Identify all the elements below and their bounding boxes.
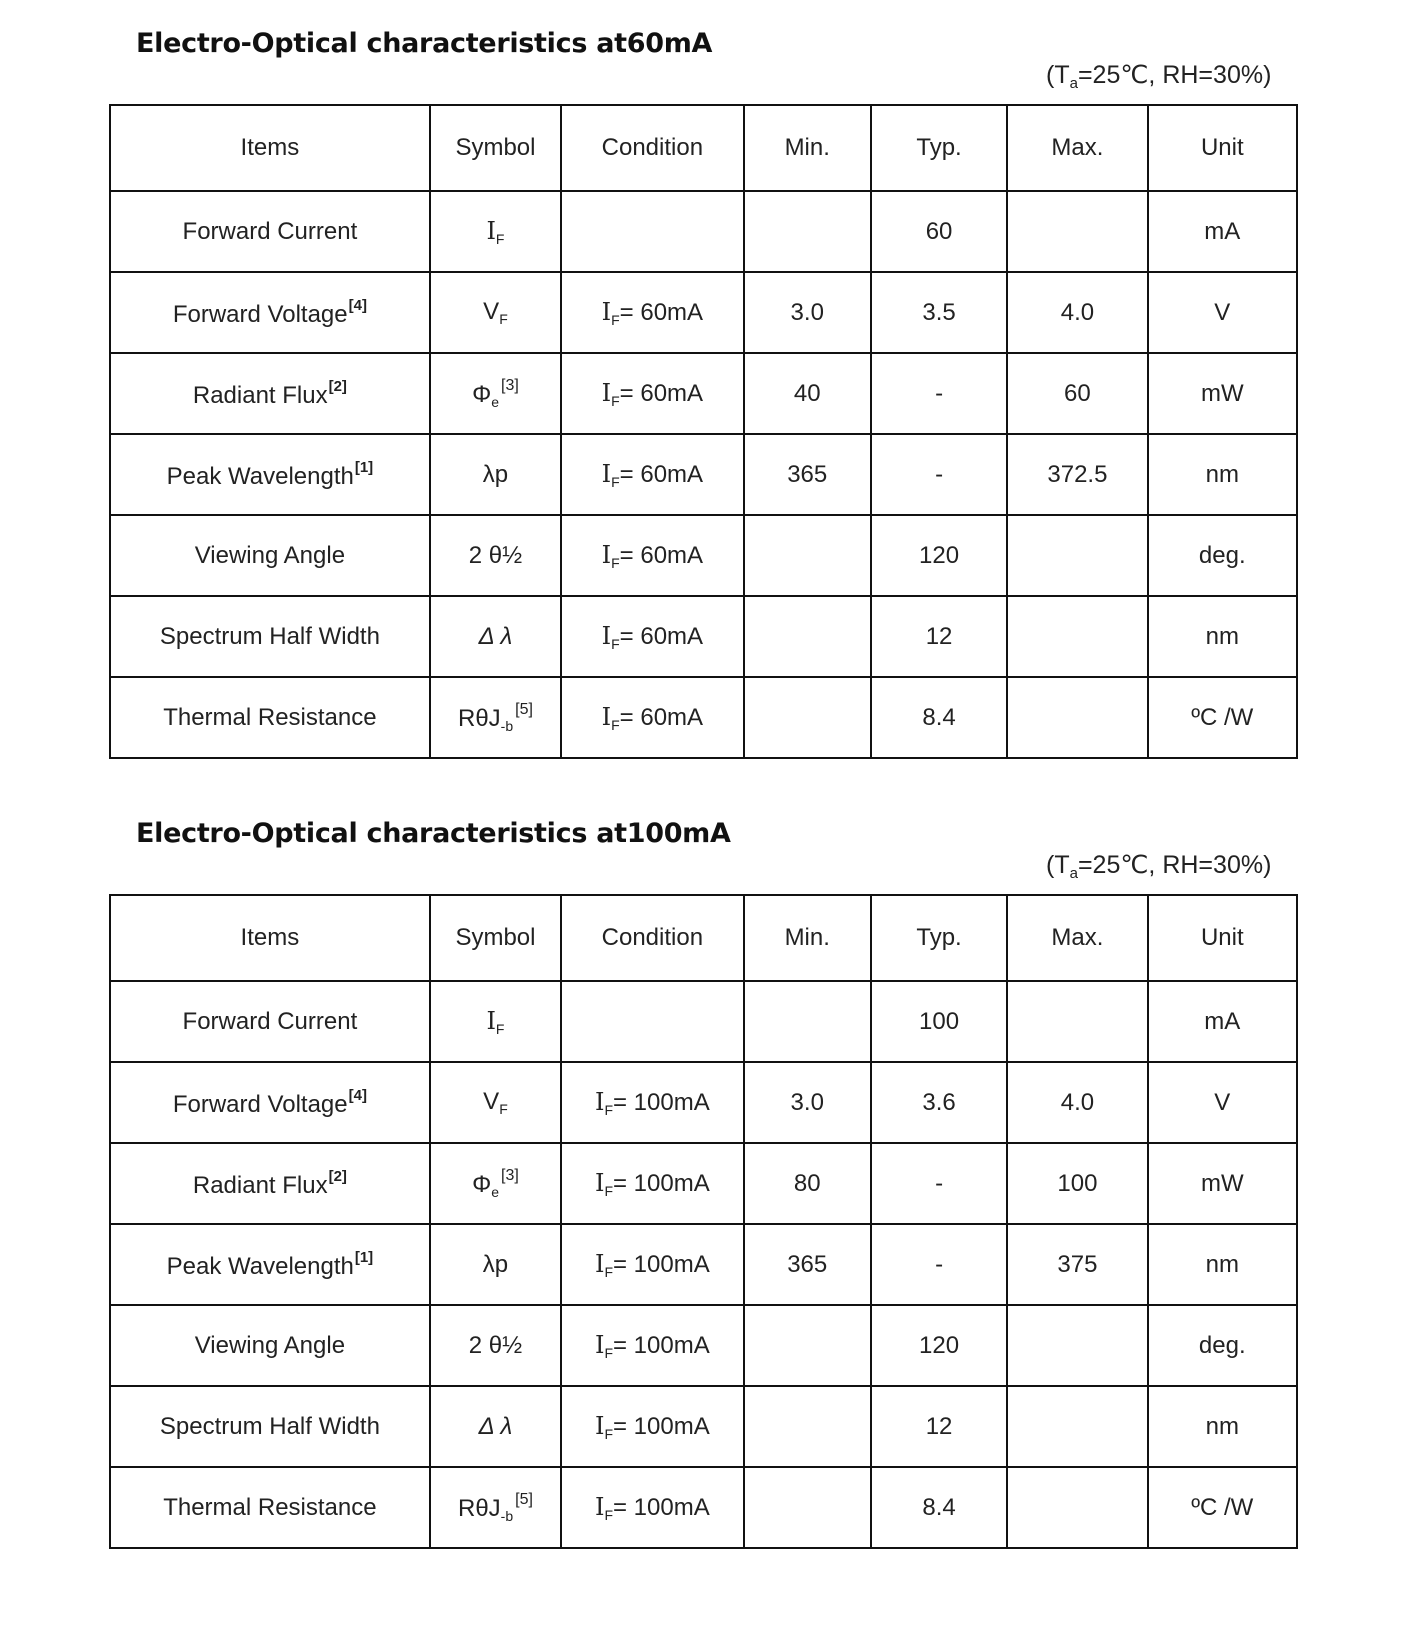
symbol-footnote: [3] bbox=[501, 1167, 519, 1184]
symbol-main: Δ λ bbox=[478, 622, 513, 650]
condition-cell bbox=[561, 1224, 743, 1305]
section-title: Electro-Optical characteristics at100mA bbox=[136, 818, 731, 849]
condition-subscript: F bbox=[604, 1506, 613, 1523]
symbol-cell bbox=[430, 1467, 561, 1548]
test-conditions: ($T_a=25℃$, RH=30%) bbox=[1046, 61, 1272, 92]
header-unit: Unit bbox=[1148, 895, 1297, 981]
header-items: Items bbox=[110, 105, 430, 191]
symbol-cell bbox=[430, 1062, 561, 1143]
symbol-main: V bbox=[483, 1088, 500, 1115]
condition-symbol: I bbox=[601, 621, 612, 650]
min-cell: 365 bbox=[744, 434, 871, 515]
header-items: Items bbox=[110, 895, 430, 981]
header-unit: Unit bbox=[1148, 105, 1297, 191]
symbol-cell bbox=[430, 353, 561, 434]
condition-symbol: I bbox=[594, 1411, 605, 1440]
typ-cell: 12 bbox=[871, 1386, 1007, 1467]
min-cell: 365 bbox=[744, 1224, 871, 1305]
condition-cell bbox=[561, 1143, 743, 1224]
condition-value: = 60mA bbox=[619, 379, 704, 407]
section-title: Electro-Optical characteristics at60mA bbox=[136, 28, 713, 59]
header-condition: Condition bbox=[561, 895, 743, 981]
header-min: Min. bbox=[744, 895, 871, 981]
symbol-cell bbox=[430, 981, 561, 1062]
symbol-subscript: F bbox=[499, 311, 508, 327]
unit-cell: deg. bbox=[1148, 1305, 1297, 1386]
table-row bbox=[110, 272, 1297, 353]
condition-subscript: F bbox=[604, 1425, 613, 1442]
condition-value: = 60mA bbox=[619, 460, 704, 488]
unit-cell: V bbox=[1148, 1062, 1297, 1143]
symbol-cell bbox=[430, 434, 561, 515]
unit-cell: mW bbox=[1148, 353, 1297, 434]
min-cell bbox=[744, 1305, 871, 1386]
item-cell bbox=[110, 677, 430, 758]
table-row bbox=[110, 1224, 1297, 1305]
footnote-marker: [2] bbox=[328, 1167, 347, 1185]
item-cell bbox=[110, 981, 430, 1062]
unit-cell: nm bbox=[1148, 1224, 1297, 1305]
condition-subscript: F bbox=[611, 554, 620, 571]
table-row bbox=[110, 1062, 1297, 1143]
item-label: Spectrum Half Width bbox=[159, 622, 380, 650]
symbol-cell bbox=[430, 191, 561, 272]
symbol-subscript: F bbox=[495, 230, 505, 247]
max-cell: 60 bbox=[1007, 353, 1147, 434]
item-cell bbox=[110, 191, 430, 272]
typ-cell: - bbox=[871, 1143, 1007, 1224]
item-cell bbox=[110, 353, 430, 434]
footnote-marker: [4] bbox=[348, 1086, 367, 1104]
header-max: Max. bbox=[1007, 105, 1147, 191]
min-cell bbox=[744, 515, 871, 596]
symbol-main: V bbox=[483, 298, 500, 325]
table-row bbox=[110, 191, 1297, 272]
typ-cell: 100 bbox=[871, 981, 1007, 1062]
item-label: Forward Voltage bbox=[172, 300, 348, 328]
min-cell bbox=[744, 191, 871, 272]
symbol-cell bbox=[430, 515, 561, 596]
item-cell bbox=[110, 1467, 430, 1548]
unit-cell: ºC /W bbox=[1148, 1467, 1297, 1548]
min-cell bbox=[744, 596, 871, 677]
condition-cell bbox=[561, 515, 743, 596]
min-cell: 3.0 bbox=[744, 272, 871, 353]
condition-subscript: F bbox=[604, 1182, 613, 1199]
item-cell bbox=[110, 596, 430, 677]
max-cell: 372.5 bbox=[1007, 434, 1147, 515]
unit-cell: ºC /W bbox=[1148, 677, 1297, 758]
table-row bbox=[110, 981, 1297, 1062]
symbol-main: Φ bbox=[472, 381, 492, 408]
header-symbol: Symbol bbox=[430, 105, 561, 191]
typ-cell: 8.4 bbox=[871, 677, 1007, 758]
table-row bbox=[110, 515, 1297, 596]
max-cell bbox=[1007, 1305, 1147, 1386]
typ-cell: 120 bbox=[871, 515, 1007, 596]
item-label: Viewing Angle bbox=[194, 1331, 346, 1359]
header-typ: Typ. bbox=[871, 895, 1007, 981]
min-cell bbox=[744, 1386, 871, 1467]
item-label: Thermal Resistance bbox=[163, 1493, 377, 1521]
item-cell bbox=[110, 434, 430, 515]
symbol-main: 2 θ½ bbox=[468, 1331, 523, 1359]
min-cell: 80 bbox=[744, 1143, 871, 1224]
item-label: Forward Current bbox=[182, 1007, 358, 1035]
min-cell bbox=[744, 981, 871, 1062]
symbol-cell bbox=[430, 272, 561, 353]
condition-cell bbox=[561, 1305, 743, 1386]
condition-subscript: F bbox=[604, 1344, 613, 1361]
table-row bbox=[110, 1467, 1297, 1548]
unit-cell: nm bbox=[1148, 1386, 1297, 1467]
spec-table-60ma bbox=[109, 104, 1298, 759]
unit-cell: mW bbox=[1148, 1143, 1297, 1224]
unit-cell: mA bbox=[1148, 981, 1297, 1062]
symbol-main: I bbox=[486, 1006, 496, 1035]
condition-symbol: I bbox=[594, 1330, 605, 1359]
condition-cell bbox=[561, 434, 743, 515]
condition-cell bbox=[561, 1386, 743, 1467]
item-cell bbox=[110, 1305, 430, 1386]
typ-cell: 12 bbox=[871, 596, 1007, 677]
condition-cell bbox=[561, 677, 743, 758]
item-cell bbox=[110, 1062, 430, 1143]
symbol-cell bbox=[430, 1305, 561, 1386]
max-cell: 375 bbox=[1007, 1224, 1147, 1305]
table-row bbox=[110, 677, 1297, 758]
item-label: Radiant Flux bbox=[192, 1171, 328, 1199]
table-row bbox=[110, 596, 1297, 677]
typ-cell: 3.5 bbox=[871, 272, 1007, 353]
symbol-subscript: -b bbox=[500, 718, 514, 734]
symbol-main: RθJ bbox=[457, 705, 501, 732]
typ-cell: 120 bbox=[871, 1305, 1007, 1386]
header-row bbox=[110, 895, 1297, 981]
typ-cell: - bbox=[871, 1224, 1007, 1305]
item-cell bbox=[110, 1143, 430, 1224]
condition-value: = 100mA bbox=[613, 1412, 710, 1440]
symbol-footnote: [3] bbox=[501, 377, 519, 394]
unit-cell: mA bbox=[1148, 191, 1297, 272]
condition-subscript: F bbox=[604, 1101, 613, 1118]
item-cell bbox=[110, 1386, 430, 1467]
header-min: Min. bbox=[744, 105, 871, 191]
condition-symbol: I bbox=[594, 1249, 605, 1278]
condition-symbol: I bbox=[601, 297, 612, 326]
header-symbol: Symbol bbox=[430, 895, 561, 981]
max-cell bbox=[1007, 191, 1147, 272]
typ-cell: 8.4 bbox=[871, 1467, 1007, 1548]
condition-value: = 60mA bbox=[619, 622, 704, 650]
typ-cell: - bbox=[871, 434, 1007, 515]
typ-cell: - bbox=[871, 353, 1007, 434]
symbol-subscript: -b bbox=[500, 1508, 514, 1524]
min-cell: 3.0 bbox=[744, 1062, 871, 1143]
footnote-marker: [4] bbox=[348, 296, 367, 314]
max-cell bbox=[1007, 1467, 1147, 1548]
condition-symbol: I bbox=[601, 540, 612, 569]
condition-symbol: I bbox=[601, 702, 612, 731]
condition-value: = 100mA bbox=[613, 1169, 710, 1197]
symbol-main: 2 θ½ bbox=[468, 541, 523, 569]
item-label: Peak Wavelength bbox=[166, 462, 354, 490]
symbol-subscript: F bbox=[495, 1020, 505, 1037]
symbol-subscript: e bbox=[491, 394, 500, 410]
item-label: Spectrum Half Width bbox=[159, 1412, 380, 1440]
symbol-cell bbox=[430, 1386, 561, 1467]
max-cell bbox=[1007, 981, 1147, 1062]
max-cell bbox=[1007, 677, 1147, 758]
condition-value: = 100mA bbox=[613, 1088, 710, 1116]
item-label: Peak Wavelength bbox=[166, 1252, 354, 1280]
symbol-main: Δ λ bbox=[478, 1412, 513, 1440]
max-cell: 100 bbox=[1007, 1143, 1147, 1224]
min-cell bbox=[744, 677, 871, 758]
condition-cell bbox=[561, 1467, 743, 1548]
condition-value: = 100mA bbox=[613, 1250, 710, 1278]
condition-cell bbox=[561, 191, 743, 272]
unit-cell: nm bbox=[1148, 434, 1297, 515]
condition-symbol: I bbox=[594, 1087, 605, 1116]
table-row bbox=[110, 1143, 1297, 1224]
condition-cell bbox=[561, 596, 743, 677]
item-label: Radiant Flux bbox=[192, 381, 328, 409]
test-conditions: ($T_a=25℃$, RH=30%) bbox=[1046, 851, 1272, 882]
condition-cell bbox=[561, 272, 743, 353]
item-cell bbox=[110, 272, 430, 353]
condition-symbol: I bbox=[601, 459, 612, 488]
symbol-cell bbox=[430, 677, 561, 758]
condition-subscript: F bbox=[604, 1263, 613, 1280]
item-label: Forward Current bbox=[182, 217, 358, 245]
item-label: Thermal Resistance bbox=[163, 703, 377, 731]
unit-cell: deg. bbox=[1148, 515, 1297, 596]
condition-symbol: I bbox=[594, 1168, 605, 1197]
symbol-subscript: e bbox=[491, 1184, 500, 1200]
condition-cell bbox=[561, 981, 743, 1062]
condition-value: = 60mA bbox=[619, 298, 704, 326]
symbol-main: λp bbox=[482, 460, 509, 488]
condition-value: = 100mA bbox=[613, 1493, 710, 1521]
max-cell bbox=[1007, 515, 1147, 596]
footnote-marker: [1] bbox=[354, 458, 374, 476]
symbol-main: λp bbox=[482, 1250, 509, 1278]
condition-value: = 60mA bbox=[619, 703, 704, 731]
symbol-main: I bbox=[486, 216, 496, 245]
symbol-cell bbox=[430, 1224, 561, 1305]
max-cell bbox=[1007, 1386, 1147, 1467]
symbol-footnote: [5] bbox=[515, 1491, 533, 1508]
typ-cell: 3.6 bbox=[871, 1062, 1007, 1143]
unit-cell: V bbox=[1148, 272, 1297, 353]
symbol-footnote: [5] bbox=[515, 701, 533, 718]
condition-value: = 100mA bbox=[613, 1331, 710, 1359]
condition-subscript: F bbox=[611, 473, 620, 490]
symbol-main: Φ bbox=[472, 1171, 492, 1198]
table-row bbox=[110, 353, 1297, 434]
symbol-cell bbox=[430, 1143, 561, 1224]
footnote-marker: [2] bbox=[328, 377, 347, 395]
min-cell: 40 bbox=[744, 353, 871, 434]
typ-cell: 60 bbox=[871, 191, 1007, 272]
max-cell: 4.0 bbox=[1007, 272, 1147, 353]
header-condition: Condition bbox=[561, 105, 743, 191]
spec-table-100ma bbox=[109, 894, 1298, 1549]
header-max: Max. bbox=[1007, 895, 1147, 981]
header-typ: Typ. bbox=[871, 105, 1007, 191]
item-cell bbox=[110, 1224, 430, 1305]
item-cell bbox=[110, 515, 430, 596]
symbol-cell bbox=[430, 596, 561, 677]
item-label: Forward Voltage bbox=[172, 1090, 348, 1118]
condition-symbol: I bbox=[594, 1492, 605, 1521]
table-row bbox=[110, 1305, 1297, 1386]
table-row bbox=[110, 434, 1297, 515]
table-row bbox=[110, 1386, 1297, 1467]
symbol-main: RθJ bbox=[457, 1495, 501, 1522]
condition-subscript: F bbox=[611, 311, 620, 328]
footnote-marker: [1] bbox=[354, 1248, 374, 1266]
symbol-subscript: F bbox=[499, 1101, 508, 1117]
condition-subscript: F bbox=[611, 392, 620, 409]
condition-symbol: I bbox=[601, 378, 612, 407]
min-cell bbox=[744, 1467, 871, 1548]
unit-cell: nm bbox=[1148, 596, 1297, 677]
condition-cell bbox=[561, 1062, 743, 1143]
max-cell bbox=[1007, 596, 1147, 677]
condition-subscript: F bbox=[611, 716, 620, 733]
max-cell: 4.0 bbox=[1007, 1062, 1147, 1143]
header-row bbox=[110, 105, 1297, 191]
item-label: Viewing Angle bbox=[194, 541, 346, 569]
condition-value: = 60mA bbox=[619, 541, 704, 569]
condition-subscript: F bbox=[611, 635, 620, 652]
condition-cell bbox=[561, 353, 743, 434]
